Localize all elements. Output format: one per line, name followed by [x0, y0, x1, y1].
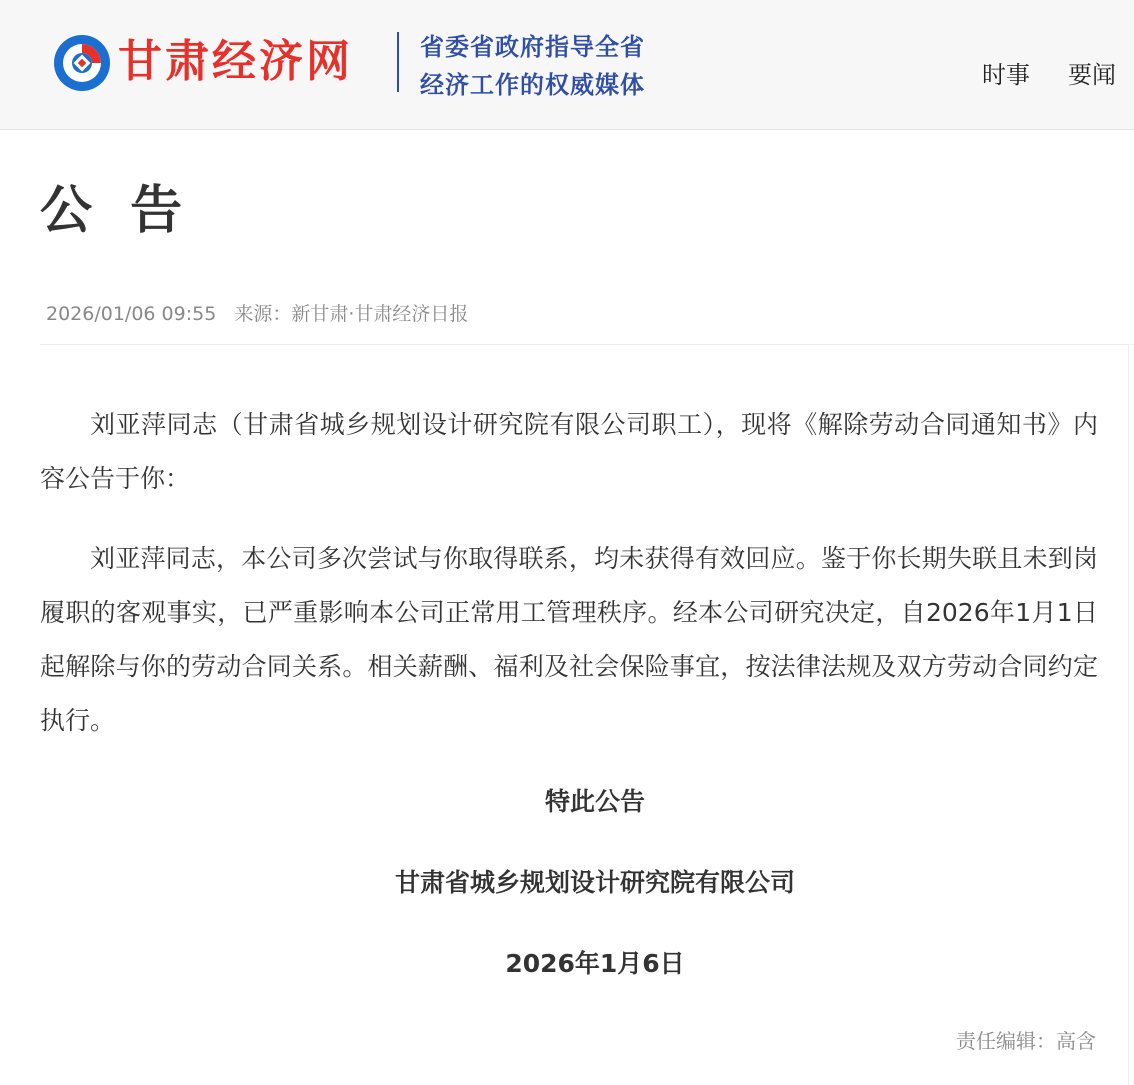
notice-date: 2026年1月6日 — [505, 949, 685, 978]
closing-statement: 特此公告 — [544, 787, 645, 816]
meta-divider — [40, 344, 1134, 345]
site-slogan — [420, 28, 645, 104]
slogan-line-1: 省委省政府指导全省 — [420, 33, 645, 61]
gansu-economy-logo-icon[interactable] — [52, 33, 112, 93]
site-logo-text[interactable]: 甘肃经济网 — [118, 36, 353, 87]
responsible-editor: 责任编辑：高含 — [956, 1029, 1096, 1053]
site-header — [0, 0, 1134, 130]
article-paragraph: 刘亚萍同志（甘肃省城乡规划设计研究院有限公司职工），现将《解除劳动合同通知书》内容公告于你： — [40, 410, 1098, 493]
article-source: 来源：新甘肃·甘肃经济日报 — [234, 303, 469, 325]
article-meta — [46, 300, 468, 328]
page-title: 公 告 — [40, 181, 193, 241]
main-nav — [982, 58, 1134, 92]
nav-item-current-affairs[interactable]: 时事 — [982, 61, 1030, 89]
nav-item-top-news[interactable]: 要闻 — [1068, 61, 1116, 89]
article-paragraph: 刘亚萍同志，本公司多次尝试与你取得联系，均未获得有效回应。鉴于你长期失联且未到岗履职的客观事实，已严重影响本公司正常用工管理秩序。经本公司研究决定，自2026年1月1日起解除与你的劳动合同关系。相关薪酬、福利及社会保险事宜，按法律法规及双方劳动合同约定执行。 — [40, 544, 1098, 735]
slogan-line-2: 经济工作的权威媒体 — [420, 71, 645, 99]
issuing-company: 甘肃省城乡规划设计研究院有限公司 — [394, 868, 795, 897]
article-body — [40, 398, 1098, 774]
logo-divider — [397, 32, 399, 92]
publish-datetime: 2026/01/06 09:55 — [46, 303, 217, 325]
